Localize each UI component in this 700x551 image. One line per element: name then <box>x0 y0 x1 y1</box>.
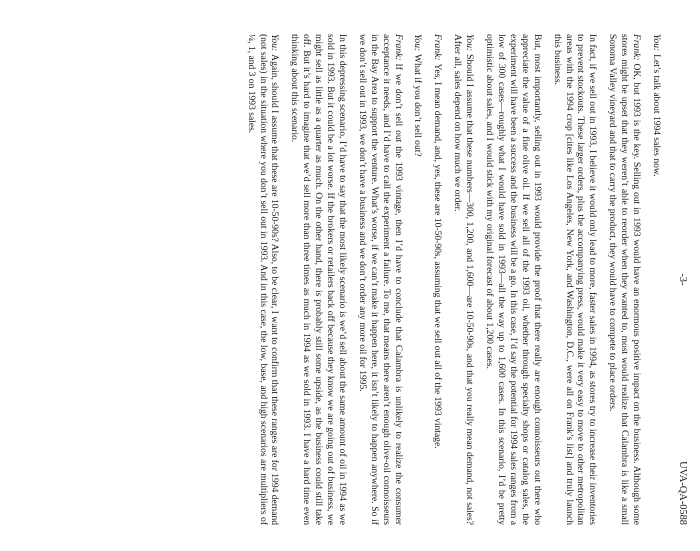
paragraph-sell-out-faster-sales <box>551 34 599 525</box>
paragraph-frank-1993-key <box>606 34 642 525</box>
paragraph-you-multipliers <box>245 34 281 525</box>
paragraph-text: What if you don’t sell out? <box>412 54 424 157</box>
speaker-label: You: <box>412 34 424 52</box>
speaker-label: You: <box>651 34 662 52</box>
paragraph-frank-failure <box>356 34 404 525</box>
paragraph-you-dont-sell-out <box>412 34 424 525</box>
speaker-label: You: <box>464 34 476 52</box>
paragraph-text: If we don’t sell out the 1993 vintage, then I’d have to conclude that Calambra is unlikely to realize the consumer acceptance it needs, and I’d have to call the experiment a failure. To me, that means there aren’t enough olive-oil connoisseurs in the Bay Area to support the venture. What’s worse, if we can’t make it happen here, it isn’t likely to happen anywhere. So if we don’t sell out in 1993, we don’t have a business and we don’t order any more oil for 1995. <box>356 34 404 525</box>
paragraph-text: Let’s talk about 1994 sales now. <box>651 54 662 177</box>
speaker-label: Frank: <box>392 34 404 61</box>
paragraph-you-1994-sales <box>650 34 662 525</box>
speaker-label: Frank: <box>631 34 643 61</box>
speaker-label: Frank: <box>432 34 444 61</box>
paragraph-text: Yes, I mean demand, and, yes, these are 10-50-90s, assuming that we sell out all of the 1993 vintage. <box>432 63 444 449</box>
paragraph-text: Again, should I assume that these are 10-50-90s? Also, to be clear, I want to confirm that these ranges are for 1994 demand (not sales) in the situation where you don’t sell out in 1993. And in this case, the low, base, and high scenarios are multipliers of ¼, 1, and 3 on 1993 sales. <box>245 34 281 525</box>
paragraph-text: In fact, if we sell out in 1993, I believe it would only lead to more, faster sales in 1994, as stores try to increase their inventories to prevent stockouts. These larger orders, plus the accompanying press, would make it very easy to move to other metropolitan areas with the 1994 crop [cites like Los Angeles, New York, and Washington, D.C., were all on Frank’s list] and truly launch this business. <box>551 34 599 525</box>
paragraph-depressing-scenario <box>288 34 348 525</box>
paragraph-proof-connoisseurs <box>483 34 543 525</box>
paragraph-frank-demand <box>432 34 444 525</box>
paragraph-you-10-50-90s <box>451 34 475 525</box>
paragraph-text: Should I assume that these numbers—300, 1,200, and 1,600—are 10-50-90s, and that you really mean demand, not sales? After all, sales depend on how much we order. <box>452 34 476 525</box>
paragraph-text: OK, but 1993 is the key. Selling out in 1993 would have an enormous positive impact on the business. Although some stores might be upset that they weren’t able to reorder when they wanted to, most would realize that Calambra is like a small Sonoma Valley vineyard and that to carry the product, they would have to compete to place orders. <box>607 34 643 525</box>
speaker-label: You: <box>269 34 281 52</box>
document-id: UVA-QA-0588 <box>677 461 688 525</box>
page-header <box>672 34 688 525</box>
paragraph-text: But, most importantly, selling out in 1993 would provide the proof that there really are enough connoisseurs out there who appreciate the value of a fine olive oil. If we sell all of the 1993 oil, whether through specialty shops or catalog sales, the experiment will have been a success and the business will be a go. In this case, I’d say the potential for 1994 sales ranges from a low of 300 cases—roughly what I would have sold in 1993—all the way up to 1,600 cases. In this scenario, I’d be pretty optimistic about sales, and I would stick with my original forecast of about 1,200 cases. <box>484 34 543 525</box>
page-number: -3- <box>677 273 688 286</box>
paragraph-text: In this depressing scenario, I’d have to say that the most likely scenario is we’d sell about the same amount of oil in 1994 as we sold in 1993. But it could be a lot worse. If the brokers or retailers back off because they know we are going out of business, we might sell as little as a quarter as much. On the other hand, there is probably still some upside, as the business could still take off. But it’s hard to imagine that we’d sell more than three times as much in 1994 as we sold in 1993. I have a hard time even thinking about this scenario. <box>289 34 348 525</box>
